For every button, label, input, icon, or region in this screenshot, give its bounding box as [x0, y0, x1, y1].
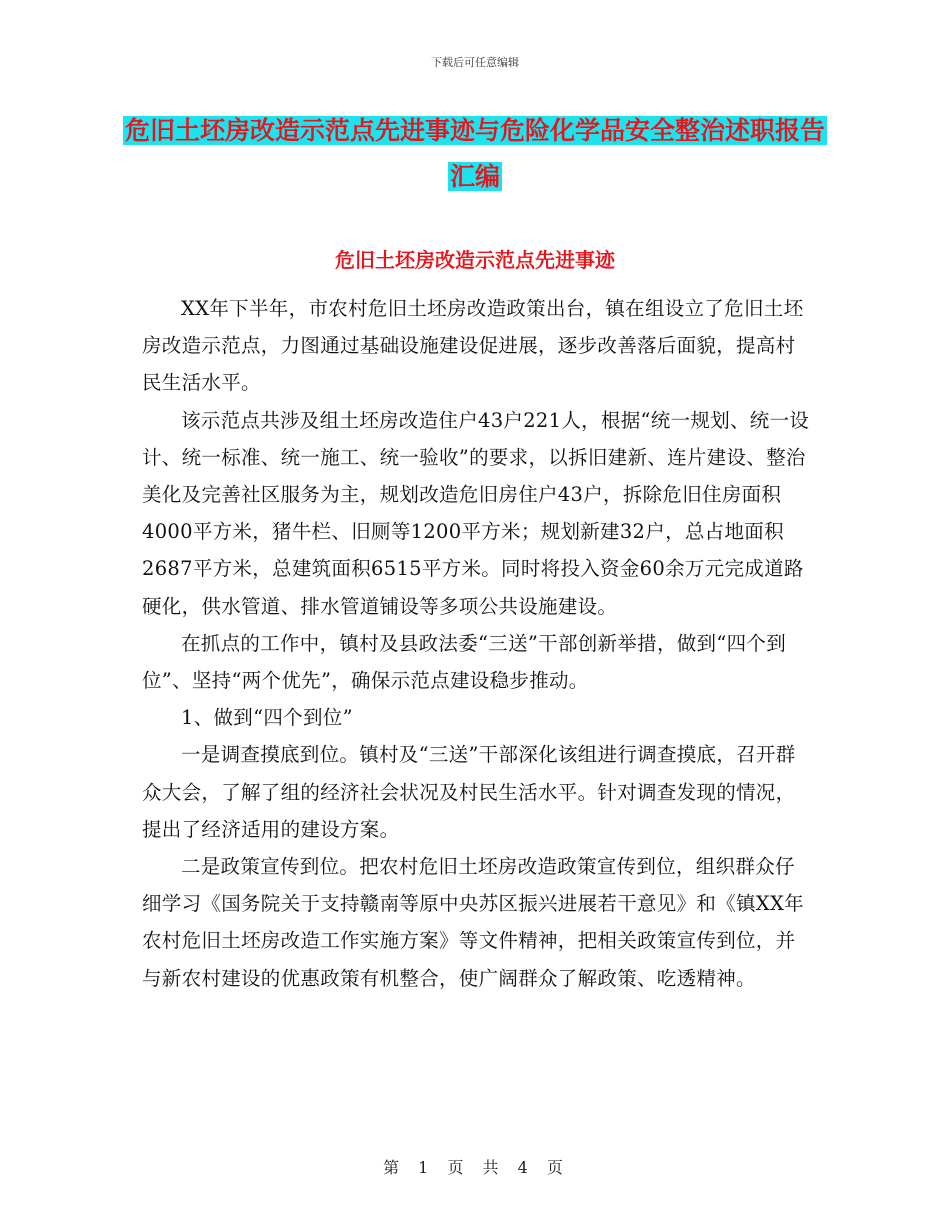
section-title: 危旧土坯房改造示范点先进事迹: [335, 248, 615, 272]
paragraph: 1、做到“四个到位”: [181, 706, 353, 730]
paragraph: XX年下半年，市农村危旧土坯房改造政策出台，镇在组设立了危旧土坯房改造示范点，力图通过基础设施建设促进展，逐步改善落后面貌，提高村民生活水平。: [142, 297, 804, 395]
document-title: [120, 108, 830, 200]
document-title-text: 危旧土坯房改造示范点先进事迹与危险化学品安全整治述职报告汇编: [124, 116, 825, 191]
paragraph: 该示范点共涉及组土坯房改造住户43户221人，根据“统一规划、统一设计、统一标准、统一施工、统一验收”的要求，以拆旧建新、连片建设、整治美化及完善社区服务为主，规划改造危旧房住户43户，拆除危旧住房面积4000平方米，猪牛栏、旧厕等1200平方米；规划新建32户，总占地面积2687平方米，总建筑面积6515平方米。同时将投入资金60余万元完成道路硬化，供水管道、排水管道铺设等多项公共设施建设。: [142, 408, 810, 618]
page-header-note: 下载后可任意编辑: [431, 56, 519, 69]
document-body: [142, 290, 810, 997]
page-number: 第 1 页 共 4 页: [383, 1158, 567, 1177]
paragraph: 在抓点的工作中，镇村及县政法委“三送”干部创新举措，做到“四个到位”、坚持“两个优先”，确保示范点建设稳步推动。: [142, 631, 787, 693]
paragraph: 二是政策宣传到位。把农村危旧土坯房改造政策宣传到位，组织群众仔细学习《国务院关于支持赣南等原中央苏区振兴进展若干意见》和《镇XX年农村危旧土坯房改造工作实施方案》等文件精神，把相关政策宣传到位，并与新农村建设的优惠政策有机整合，使广阔群众了解政策、吃透精神。: [142, 855, 804, 990]
paragraph: 一是调查摸底到位。镇村及“三送”干部深化该组进行调查摸底，召开群众大会，了解了组的经济社会状况及村民生活水平。针对调查发现的情况，提出了经济适用的建设方案。: [142, 743, 796, 841]
